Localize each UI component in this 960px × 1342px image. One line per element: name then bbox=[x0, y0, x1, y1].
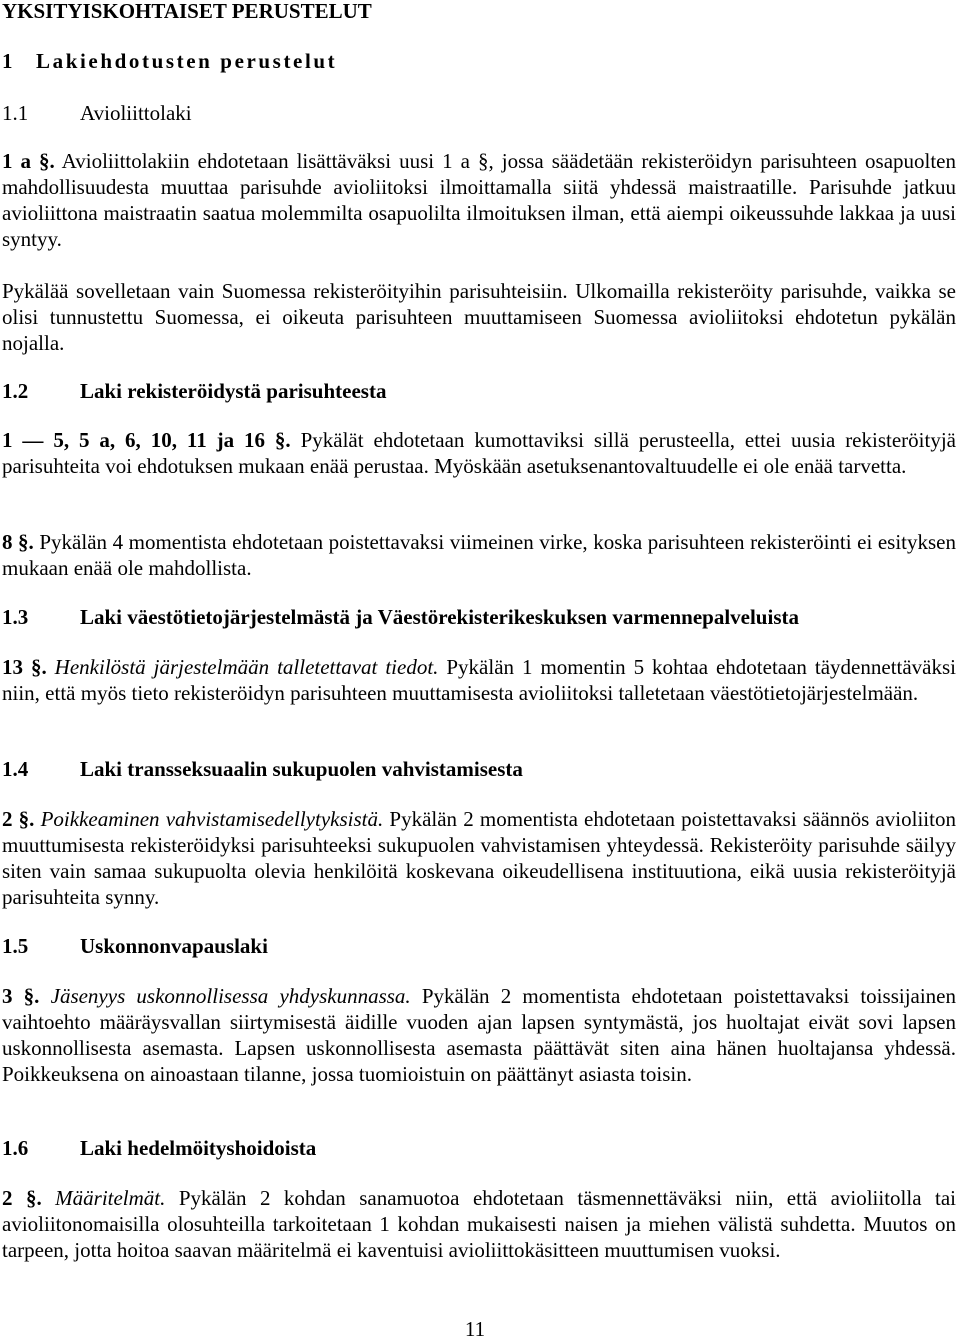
chapter-heading bbox=[2, 48, 956, 74]
paragraph-italic-title: Määritelmät. bbox=[41, 1186, 166, 1210]
paragraph-1-1-b bbox=[2, 278, 956, 356]
section-number: 1.6 bbox=[2, 1136, 29, 1160]
page-number: 11 bbox=[464, 1317, 486, 1341]
paragraph-1-2-b bbox=[2, 529, 956, 581]
section-reference: 2 §. bbox=[2, 807, 35, 831]
section-heading-1-4 bbox=[2, 756, 956, 782]
paragraph-text: Pykälän 2 kohdan sanamuotoa ehdotetaan täsmennettäväksi niin, että avioliitolla tai avioliitonomaisilla olosuhteilla tarkoitetaan 1 kohdan mukaisesti naisen ja miehen välistä suhdetta. Muutos on tarpeen, jotta hoitoa saavan määritelmä ei kaventuisi avioliittokäsitteen muuttumisen vuoksi. bbox=[2, 1186, 956, 1262]
section-heading-1-5 bbox=[2, 933, 956, 959]
section-number: 1.2 bbox=[2, 379, 29, 403]
paragraph-1-4-a bbox=[2, 806, 956, 910]
chapter-title: Lakiehdotusten perustelut bbox=[36, 49, 338, 73]
section-number: 1.1 bbox=[2, 101, 29, 125]
section-number: 1.5 bbox=[2, 934, 29, 958]
document-title: YKSITYISKOHTAISET PERUSTELUT bbox=[2, 0, 372, 23]
section-heading-1-6 bbox=[2, 1135, 956, 1161]
section-reference: 13 §. bbox=[2, 655, 47, 679]
section-reference: 8 §. bbox=[2, 530, 34, 554]
paragraph-text: Pykälän 4 momentista ehdotetaan poistettavaksi viimeinen virke, koska parisuhteen rekisteröinti ei esityksen mukaan enää ole mahdollista. bbox=[2, 530, 957, 580]
paragraph-italic-title: Jäsenyys uskonnollisessa yhdyskunnassa. bbox=[39, 984, 411, 1008]
paragraph-1-2-a bbox=[2, 427, 956, 479]
section-title: Laki transseksuaalin sukupuolen vahvistamisesta bbox=[80, 757, 523, 781]
paragraph-italic-title: Poikkeaminen vahvistamisedellytyksistä. bbox=[34, 807, 384, 831]
paragraph-text: Pykälän 2 momentista ehdotetaan poistettavaksi säännös avioliiton muuttumisesta rekisteröidyksi parisuhteeksi sukupuolen vahvistamisen yhteydessä. Rekisteröity parisuhde säilyy siten vain samaa sukupuolta olevia henkilöitä koskevana oikeudellisena instituutiona, eikä uusia rekisteröityjä parisuhteita synny. bbox=[2, 807, 956, 909]
section-title: Laki hedelmöityshoidoista bbox=[80, 1136, 317, 1160]
paragraph-text: Pykälät ehdotetaan kumottaviksi sillä perusteella, ettei uusia rekisteröityjä parisuhteita voi ehdotuksen mukaan enää perustaa. Myöskään asetuksenantovaltuudelle ei ole enää tarvetta. bbox=[2, 428, 956, 478]
section-title: Laki rekisteröidystä parisuhteesta bbox=[80, 379, 387, 403]
paragraph-text: Pykälän 2 momentista ehdotetaan poistettavaksi toissijainen vaihtoehto määräysvallan siirtymisestä äidille vuoden ajan lapsen syntymästä, jos huoltajat eivät sovi lapsen uskonnollisesta asemasta. Lapsen uskonnollisesta asemasta päättävät siten aina hänen huoltajansa yhdessä. Poikkeuksena on ainoastaan tilanne, jossa tuomioistuin on päättänyt asiasta toisin. bbox=[2, 984, 957, 1086]
section-number: 1.4 bbox=[2, 757, 29, 781]
section-reference: 2 §. bbox=[2, 1186, 42, 1210]
paragraph-text: Pykälää sovelletaan vain Suomessa rekisteröityihin parisuhteisiin. Ulkomailla rekisteröity parisuhde, vaikka se olisi tunnustettu Suomessa, ei oikeuta parisuhteen muuttamiseen Suomessa avioliitoksi ehdotetun pykälän nojalla. bbox=[2, 279, 956, 355]
paragraph-1-3-a bbox=[2, 654, 956, 706]
paragraph-1-1-a bbox=[2, 148, 956, 252]
section-reference: 1 — 5, 5 a, 6, 10, 11 ja 16 §. bbox=[2, 428, 291, 452]
section-heading-1-2 bbox=[2, 378, 956, 404]
paragraph-1-5-a bbox=[2, 983, 956, 1087]
section-title: Avioliittolaki bbox=[80, 101, 192, 125]
section-reference: 3 §. bbox=[2, 984, 40, 1008]
section-reference: 1 a §. bbox=[2, 149, 55, 173]
section-heading-1-1 bbox=[2, 100, 956, 126]
paragraph-text: Pykälän 1 momentin 5 kohtaa ehdotetaan täydennettäväksi niin, että myös tieto rekisteröidyn parisuhteen muuttamisesta avioliitoksi talletetaan väestötietojärjestelmään. bbox=[2, 655, 957, 705]
section-number: 1.3 bbox=[2, 605, 29, 629]
section-title: Uskonnonvapauslaki bbox=[80, 934, 268, 958]
paragraph-italic-title: Henkilöstä järjestelmään talletettavat tiedot. bbox=[46, 655, 439, 679]
section-heading-1-3 bbox=[2, 604, 956, 630]
section-title: Laki väestötietojärjestelmästä ja Väestörekisterikeskuksen varmennepalveluista bbox=[80, 605, 799, 629]
paragraph-1-6-a bbox=[2, 1185, 956, 1263]
chapter-number: 1 bbox=[2, 49, 13, 73]
paragraph-text: Avioliittolakiin ehdotetaan lisättäväksi uusi 1 a §, jossa säädetään rekisteröidyn parisuhteen osapuolten mahdollisuudesta muuttaa parisuhde avioliitoksi ilmoittamalla siitä yhdessä maistraatille. Parisuhde jatkuu avioliittona maistraatin saatua molemmilta osapuolilta ilmoituksen ilman, että aiempi oikeussuhde lakkaa ja uusi syntyy. bbox=[2, 149, 957, 251]
